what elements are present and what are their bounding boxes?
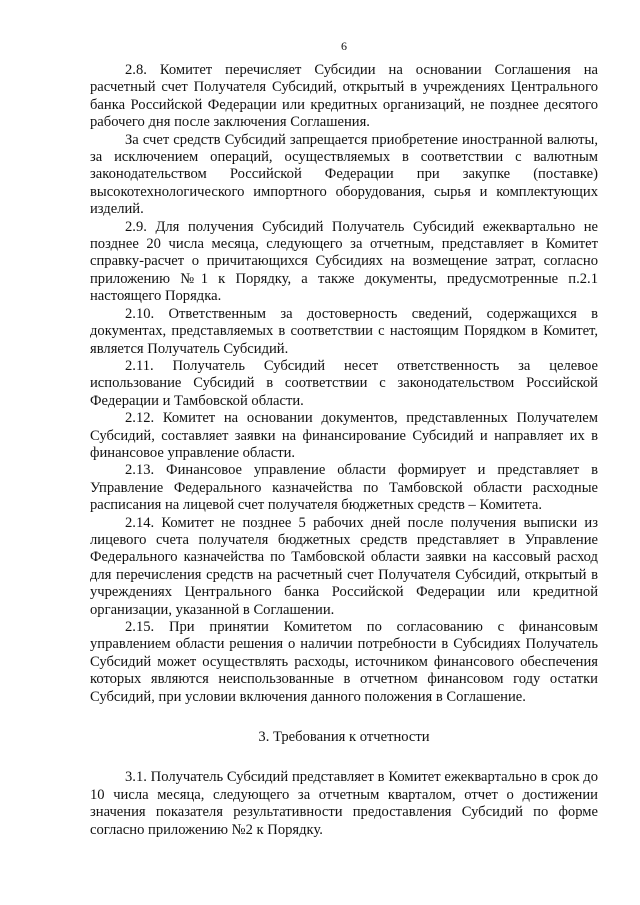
paragraph-2-14: 2.14. Комитет не позднее 5 рабочих дней после получения выписки из лицевого счета получателя бюджетных средств представляет в Управление Федерального казначейства по Тамбовской области заявки на кассовый расход для перечисления средств на расчетный счет Получателя Субсидий, открытый в учреждениях Центрального банка Российской Федерации или кредитной организации, указанной в Соглашении.	[90, 514, 598, 618]
paragraph-2-12: 2.12. Комитет на основании документов, представленных Получателем Субсидий, составляет заявки на финансирование Субсидий и направляет их в финансовое управление области.	[90, 410, 598, 461]
paragraph-2-8: 2.8. Комитет перечисляет Субсидии на основании Соглашения на расчетный счет Получателя Субсидий, открытый в учреждениях Центрального банка Российской Федерации или кредитных организаций, не позднее десятого рабочего дня после заключения Соглашения.	[90, 62, 598, 131]
paragraph-currency-restriction: За счет средств Субсидий запрещается приобретение иностранной валюты, за исключением операций, осуществляемых в соответствии с валютным законодательством Российской Федерации при закупке (поставке) высокотехнологического импортного оборудования, сырья и комплектующих изделий.	[90, 131, 598, 218]
paragraph-2-13: 2.13. Финансовое управление области формирует и представляет в Управление Федерального казначейства по Тамбовской области расходные расписания на лицевой счет получателя бюджетных средств – Комитета.	[90, 462, 598, 514]
paragraph-2-9: 2.9. Для получения Субсидий Получатель Субсидий ежеквартально не позднее 20 числа месяца, следующего за отчетным, представляет в Комитет справку-расчет о причитающихся Субсидиях на возмещение затрат, согласно приложению №1 к Порядку, а также документы, предусмотренные п.2.1 настоящего Порядка.	[90, 218, 598, 305]
section-title: 3. Требования к отчетности	[258, 729, 430, 746]
paragraph-2-10: 2.10. Ответственным за достоверность сведений, содержащихся в документах, представляемых в соответствии с настоящим Порядком в Комитет, является Получатель Субсидий.	[90, 305, 598, 357]
paragraph-2-15: 2.15. При принятии Комитетом по согласованию с финансовым управлением области решения о наличии потребности в Субсидиях Получатель Субсидий может осуществлять расходы, источником финансового обеспечения которых являются неиспользованные в отчетном финансовом году остатки Субсидий, при условии включения данного положения в Соглашение.	[90, 619, 598, 705]
page-number: 6	[341, 39, 347, 53]
paragraph-2-11: 2.11. Получатель Субсидий несет ответственность за целевое использование Субсидий в соответствии с законодательством Российской Федерации и Тамбовской области.	[90, 357, 598, 409]
document-page	[90, 38, 598, 839]
paragraph-3-1: 3.1. Получатель Субсидий представляет в Комитет ежеквартально в срок до 10 числа месяца, следующего за отчетным кварталом, отчет о достижении значения показателя результативности предоставления Субсидий по форме согласно приложению №2 к Порядку.	[90, 769, 598, 838]
